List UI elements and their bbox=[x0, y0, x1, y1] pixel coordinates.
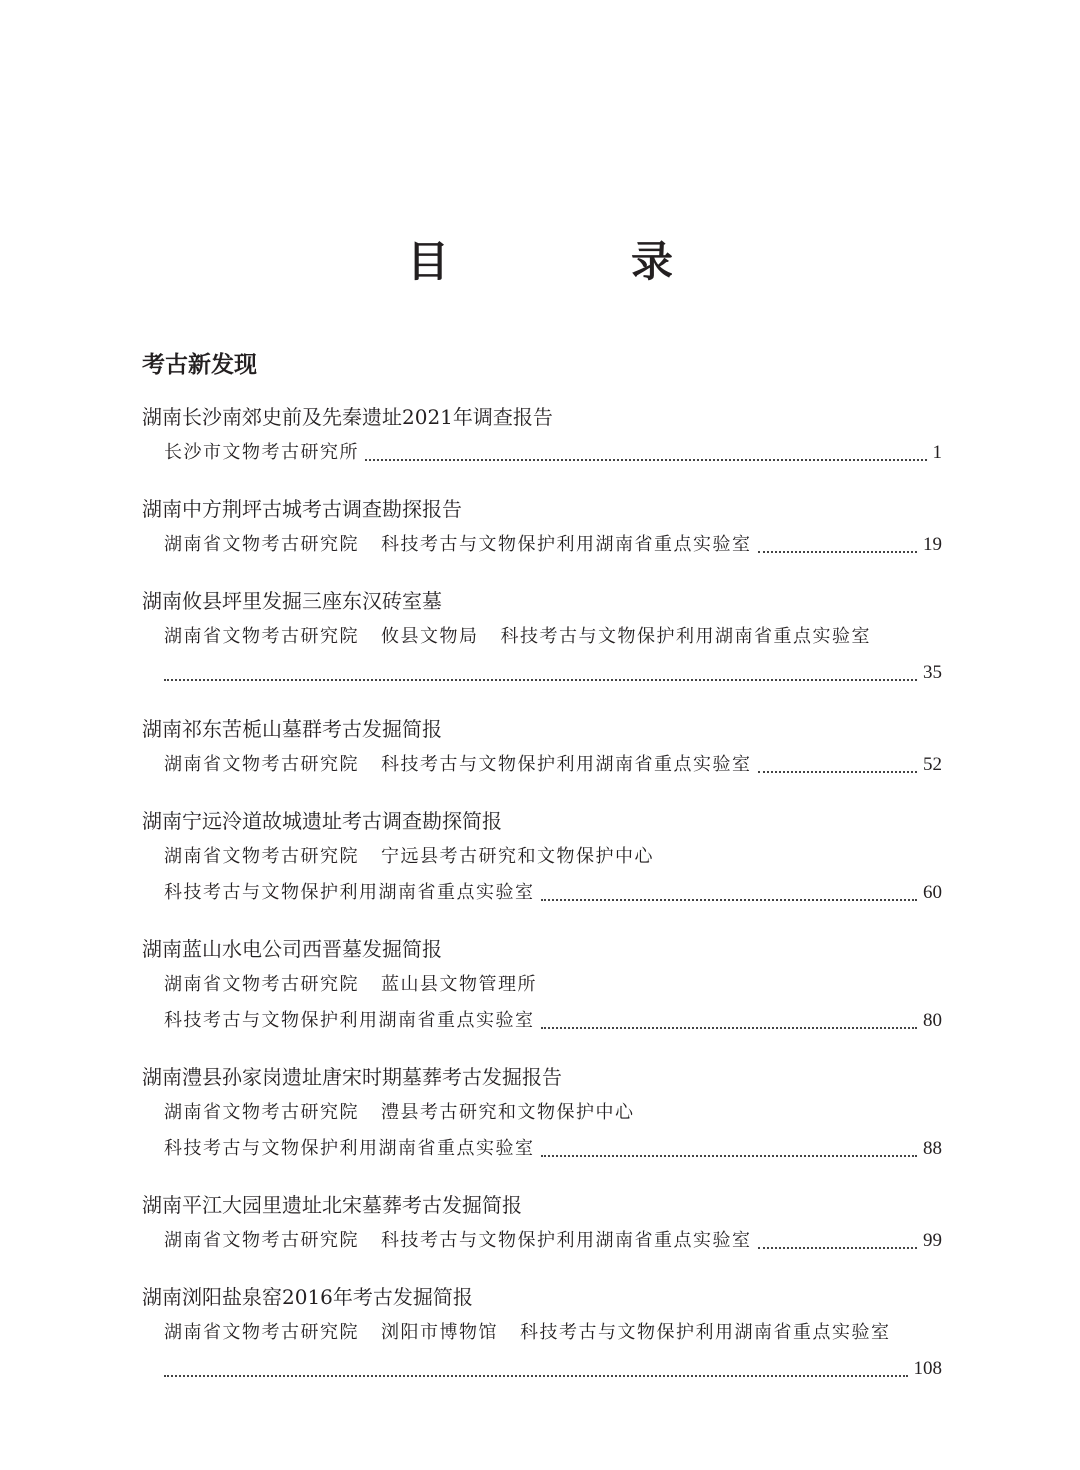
toc-entry[interactable] bbox=[142, 934, 942, 1036]
toc-page-number: 108 bbox=[913, 1358, 942, 1379]
toc-entry[interactable] bbox=[142, 494, 942, 560]
dot-leader bbox=[164, 1374, 908, 1377]
toc-entry-title: 湖南宁远泠道故城遗址考古调查勘探简报 bbox=[142, 809, 502, 833]
toc-author: 科技考古与文物保护利用湖南省重点实验室 bbox=[500, 626, 871, 647]
toc-entry-authors-line bbox=[142, 658, 942, 688]
toc-entry[interactable] bbox=[142, 714, 942, 780]
toc-entry-title: 湖南平江大园里遗址北宋墓葬考古发掘简报 bbox=[142, 1193, 522, 1217]
toc-entry-title: 湖南浏阳盐泉窑2016年考古发掘简报 bbox=[142, 1285, 473, 1309]
toc-entry-title: 湖南中方荆坪古城考古调查勘探报告 bbox=[142, 497, 462, 521]
dot-leader bbox=[365, 458, 927, 461]
toc-author: 宁远县考古研究和文物保护中心 bbox=[381, 846, 654, 867]
toc-page-number: 88 bbox=[923, 1138, 942, 1159]
toc-author: 湖南省文物考古研究院 bbox=[164, 1102, 359, 1123]
toc-entry[interactable] bbox=[142, 1282, 942, 1384]
toc-page-number: 1 bbox=[932, 442, 942, 463]
toc-entry-authors-line bbox=[142, 878, 942, 908]
toc-author: 湖南省文物考古研究院 bbox=[164, 534, 359, 555]
toc-entry-title: 湖南长沙南郊史前及先秦遗址2021年调查报告 bbox=[142, 405, 553, 429]
toc-author: 科技考古与文物保护利用湖南省重点实验室 bbox=[381, 1230, 752, 1251]
toc-author: 科技考古与文物保护利用湖南省重点实验室 bbox=[381, 534, 752, 555]
toc-entry-authors-line bbox=[142, 750, 942, 780]
toc-entry-authors-line bbox=[142, 1354, 942, 1384]
toc-author: 科技考古与文物保护利用湖南省重点实验室 bbox=[381, 754, 752, 775]
toc-author: 科技考古与文物保护利用湖南省重点实验室 bbox=[520, 1322, 891, 1343]
toc-entry-authors-line bbox=[142, 970, 942, 1000]
dot-leader bbox=[164, 678, 917, 681]
toc-author: 科技考古与文物保护利用湖南省重点实验室 bbox=[164, 1138, 535, 1159]
toc-entry-authors-line bbox=[142, 842, 942, 872]
toc-author: 湖南省文物考古研究院 bbox=[164, 974, 359, 995]
toc-entry-authors-line bbox=[142, 1134, 942, 1164]
dot-leader bbox=[541, 1154, 918, 1157]
toc-page-number: 80 bbox=[923, 1010, 942, 1031]
dot-leader bbox=[758, 550, 918, 553]
toc-author: 湖南省文物考古研究院 bbox=[164, 754, 359, 775]
toc-entry[interactable] bbox=[142, 1062, 942, 1164]
toc-author: 浏阳市博物馆 bbox=[381, 1322, 498, 1343]
toc-entry[interactable] bbox=[142, 1190, 942, 1256]
toc-page-number: 60 bbox=[923, 882, 942, 903]
toc-author: 湖南省文物考古研究院 bbox=[164, 1230, 359, 1251]
toc-entry[interactable] bbox=[142, 806, 942, 908]
toc-author: 湖南省文物考古研究院 bbox=[164, 846, 359, 867]
dot-leader bbox=[758, 770, 918, 773]
toc-page-number: 99 bbox=[923, 1230, 942, 1251]
dot-leader bbox=[758, 1246, 918, 1249]
toc-author: 蓝山县文物管理所 bbox=[381, 974, 537, 995]
toc-entry-authors-line bbox=[142, 1318, 942, 1348]
toc-entry-authors-line bbox=[142, 1098, 942, 1128]
page-title: 目 录 bbox=[406, 237, 743, 286]
toc-entry-list bbox=[142, 402, 942, 1410]
toc-author: 湖南省文物考古研究院 bbox=[164, 1322, 359, 1343]
toc-entry-authors-line bbox=[142, 622, 942, 652]
toc-entry-title: 湖南蓝山水电公司西晋墓发掘简报 bbox=[142, 937, 442, 961]
toc-author: 科技考古与文物保护利用湖南省重点实验室 bbox=[164, 1010, 535, 1031]
toc-author: 攸县文物局 bbox=[381, 626, 479, 647]
section-heading: 考古新发现 bbox=[142, 351, 257, 378]
toc-entry[interactable] bbox=[142, 402, 942, 468]
toc-page-number: 35 bbox=[923, 662, 942, 683]
toc-entry-authors-line bbox=[142, 1226, 942, 1256]
dot-leader bbox=[541, 1026, 918, 1029]
toc-entry-authors-line bbox=[142, 1006, 942, 1036]
toc-entry[interactable] bbox=[142, 586, 942, 688]
toc-entry-title: 湖南澧县孙家岗遗址唐宋时期墓葬考古发掘报告 bbox=[142, 1065, 562, 1089]
toc-entry-authors-line bbox=[142, 438, 942, 468]
toc-author: 长沙市文物考古研究所 bbox=[164, 442, 359, 463]
toc-page-number: 19 bbox=[923, 534, 942, 555]
toc-page-number: 52 bbox=[923, 754, 942, 775]
toc-entry-title: 湖南攸县坪里发掘三座东汉砖室墓 bbox=[142, 589, 442, 613]
toc-entry-authors-line bbox=[142, 530, 942, 560]
toc-author: 澧县考古研究和文物保护中心 bbox=[381, 1102, 635, 1123]
dot-leader bbox=[541, 898, 918, 901]
toc-author: 科技考古与文物保护利用湖南省重点实验室 bbox=[164, 882, 535, 903]
toc-entry-title: 湖南祁东苦栀山墓群考古发掘简报 bbox=[142, 717, 442, 741]
toc-author: 湖南省文物考古研究院 bbox=[164, 626, 359, 647]
